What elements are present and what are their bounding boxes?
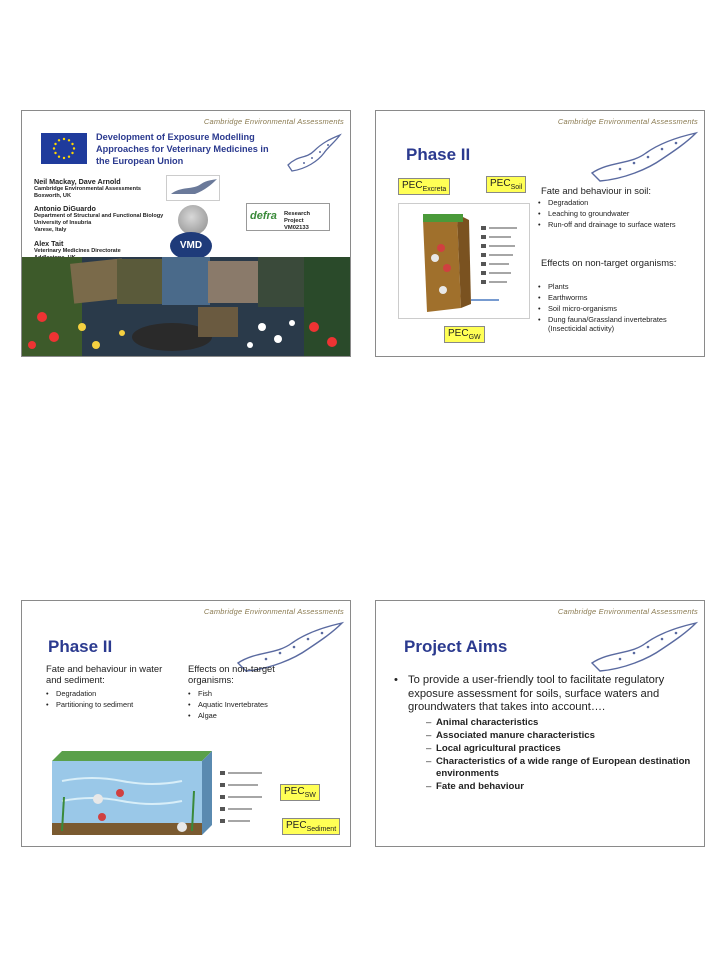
presentation-title: Development of Exposure Modelling Approaches for Veterinary Medicines in the European Union <box>96 132 269 166</box>
list-item: – Fate and behaviour <box>426 781 699 793</box>
list-item: • Degradation <box>538 198 698 207</box>
list-item: • Degradation <box>46 689 186 698</box>
newt-logo-icon <box>284 125 346 177</box>
fate-heading: Fate and behaviour in water and sediment: <box>46 663 163 685</box>
cea-logo-text: Cambridge Environmental Assessments <box>203 607 344 616</box>
cea-logo-text: Cambridge Environmental Assessments <box>557 607 698 616</box>
aims-list <box>426 717 699 793</box>
effects-list <box>538 282 700 335</box>
fate-list <box>538 198 698 231</box>
aims-main-text: • To provide a user-friendly tool to facilitate regulatory exposure assessment for soils, surface waters and groundwaters that takes into account…. <box>394 674 699 715</box>
list-item: – Associated manure characteristics <box>426 730 699 742</box>
slide-title: Project Aims <box>404 637 508 656</box>
list-item: – Characteristics of a wide range of European destination environments <box>426 756 699 780</box>
list-item: • Earthworms <box>538 293 700 302</box>
effects-heading: Effects on non-target organisms: <box>541 257 677 268</box>
fate-list <box>46 689 186 711</box>
soil-fate-diagram <box>398 203 530 319</box>
list-item: • Algae <box>188 711 328 720</box>
eu-flag-icon <box>41 133 87 164</box>
university-logo-icon <box>178 205 208 235</box>
pec-sediment-box: $PEC_{Sediment}$ <box>282 818 340 835</box>
aims-content <box>394 674 699 794</box>
newt-logo-icon <box>590 615 700 673</box>
slide-title <box>21 110 351 357</box>
list-item: • Soil micro-organisms <box>538 304 700 313</box>
slide-phase2-soil <box>375 110 705 357</box>
effects-list <box>188 689 328 722</box>
list-item: • Plants <box>538 282 700 291</box>
cea-logo-text: Cambridge Environmental Assessments <box>557 117 698 126</box>
effects-heading: Effects on non-target organisms: <box>188 663 275 685</box>
slide-title: Phase II <box>406 145 471 164</box>
water-fate-diagram <box>32 731 272 846</box>
fate-heading: Fate and behaviour in soil: <box>541 185 651 196</box>
cea-logo-text: Cambridge Environmental Assessments <box>203 117 344 126</box>
author-block-3: Alex Tait Veterinary Medicines Directorate <box>34 239 121 254</box>
newt-logo-icon <box>590 125 700 183</box>
pec-excreta-box: $PEC_{Excreta}$ <box>398 178 450 195</box>
list-item: – Local agricultural practices <box>426 743 699 755</box>
list-item: • Partitioning to sediment <box>46 700 186 709</box>
list-item: • Run-off and drainage to surface waters <box>538 220 698 229</box>
list-item: • Aquatic Invertebrates <box>188 700 328 709</box>
pec-soil-box: $PEC_{Soil}$ <box>486 176 526 193</box>
list-item: • Fish <box>188 689 328 698</box>
pec-sw-box: $PEC_{SW}$ <box>280 784 320 801</box>
author-block-2: Antonio DiGuardo Department of Structural and Functional Biology University of Insubria Varese, Italy <box>34 204 164 233</box>
slide-phase2-water <box>21 600 351 847</box>
photo-collage-image <box>22 257 350 356</box>
slide-project-aims <box>375 600 705 847</box>
slide-title: Phase II <box>48 637 113 656</box>
list-item: • Leaching to groundwater <box>538 209 698 218</box>
vmd-logo: VMD <box>170 232 212 260</box>
list-item: • Dung fauna/Grassland invertebrates (Insecticidal activity) <box>538 315 700 333</box>
newt-thumbnail-image <box>166 175 220 201</box>
author-block-1: Neil Mackay, Dave Arnold Cambridge Environmental Assessments Boxworth, UK <box>34 177 142 199</box>
defra-logo-box: defra Research Project VM02133 <box>246 203 330 231</box>
pec-gw-box: $PEC_{GW}$ <box>444 326 485 343</box>
list-item: – Animal characteristics <box>426 717 699 729</box>
